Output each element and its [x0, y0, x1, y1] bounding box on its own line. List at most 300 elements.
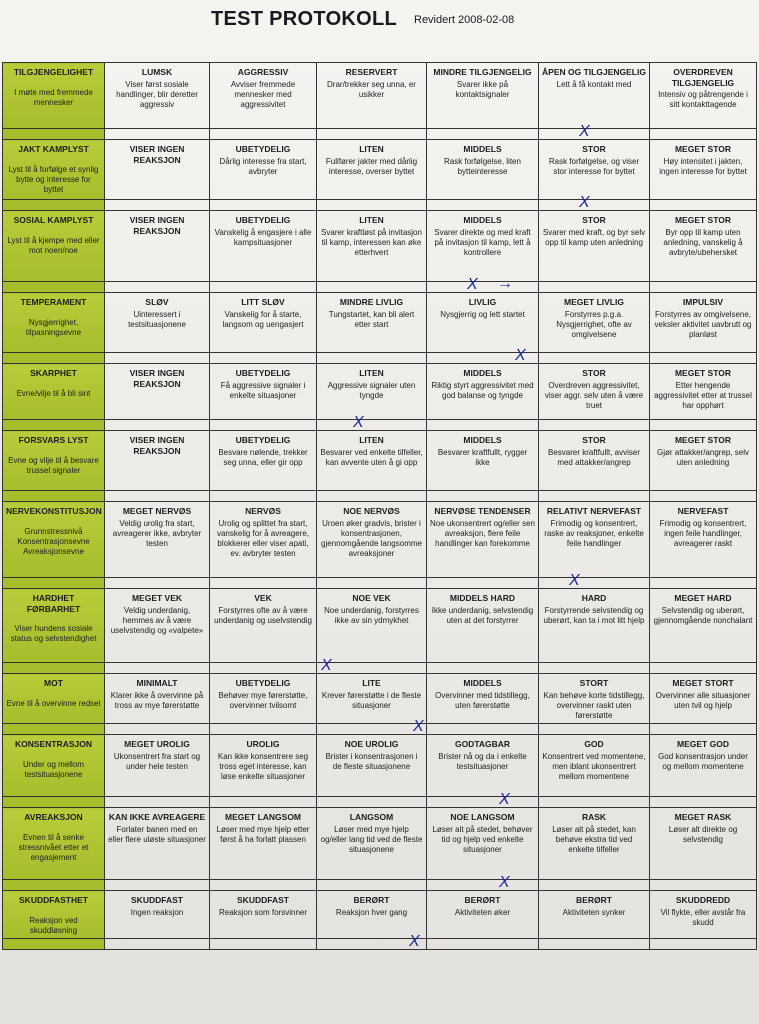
score-x-mark: X: [353, 414, 364, 431]
score-cell[interactable]: [650, 129, 757, 140]
level-cell: [427, 63, 539, 129]
level-description: Brister i konsentrasjonen i de fleste situasjonene: [325, 751, 418, 771]
level-title: MEGET STOR: [674, 215, 732, 225]
score-cell[interactable]: [105, 663, 210, 674]
level-title: NOE VEK: [352, 593, 391, 603]
category-cell-spacer: [3, 353, 105, 364]
score-cell[interactable]: [105, 353, 210, 364]
level-title: MEGET LIVLIG: [564, 297, 624, 307]
level-cell: [317, 502, 427, 578]
score-cell[interactable]: [427, 663, 539, 674]
score-cell[interactable]: [539, 572, 650, 589]
level-cell: [317, 808, 427, 880]
score-cell[interactable]: [650, 282, 757, 293]
level-cell: [105, 735, 210, 797]
level-cell: [650, 502, 757, 578]
score-x-mark: X: [579, 194, 590, 211]
level-cell: [210, 808, 317, 880]
level-title: LITT SLØV: [241, 297, 285, 307]
category-cell: [3, 891, 105, 939]
score-x-mark: X: [413, 718, 424, 735]
level-cell: [427, 140, 539, 200]
category-cell: [3, 63, 105, 129]
score-cell[interactable]: [539, 194, 650, 211]
score-cell[interactable]: [539, 797, 650, 808]
score-cell[interactable]: [539, 491, 650, 502]
level-title: UBETYDELIG: [235, 144, 291, 154]
level-description: Gjør attakker/angrep, selv uten anledning: [656, 447, 750, 467]
level-description: Rask forfølgelse, og viser stor interesse for byttet: [548, 156, 640, 176]
score-row: [3, 880, 757, 891]
level-description: Uroen øker gradvis, brister i konsentrasjonen, gjennomgående langsomme avreaksjoner: [321, 518, 422, 558]
level-description: Frimodig og konsentrert, ingen feile handlinger, avreagerer raskt: [659, 518, 747, 548]
level-cell: [317, 589, 427, 663]
score-row: [3, 663, 757, 674]
score-cell[interactable]: [427, 347, 539, 364]
score-cell[interactable]: [105, 938, 210, 949]
level-title: RESERVERT: [345, 67, 398, 77]
score-cell[interactable]: [210, 200, 317, 211]
level-description: Reaksjon som forsvinner: [218, 907, 308, 917]
level-title: LITE: [362, 678, 381, 688]
score-cell[interactable]: [650, 938, 757, 949]
score-cell[interactable]: [539, 353, 650, 364]
score-cell[interactable]: [210, 938, 317, 949]
score-cell[interactable]: [105, 578, 210, 589]
level-description: Besvarer ved enkelte tilfeller, kan avvente uten å gi opp: [320, 447, 423, 467]
level-cell: [317, 63, 427, 129]
score-cell[interactable]: [317, 657, 427, 674]
category-cell-spacer: [3, 420, 105, 431]
level-cell: [105, 364, 210, 420]
level-title: NERVØS: [245, 506, 281, 516]
level-cell: [539, 589, 650, 663]
score-cell[interactable]: [317, 353, 427, 364]
category-description: Under og mellom testsituasjonene: [23, 759, 84, 779]
score-row: [3, 724, 757, 735]
level-description: Nysgjerrig og lett startet: [440, 309, 525, 319]
level-title: MIDDELS: [463, 678, 502, 688]
category-description: Reaksjon ved skuddløsning: [29, 915, 78, 935]
level-cell: [650, 735, 757, 797]
score-row: [3, 353, 757, 364]
level-title: NOE LANGSOM: [450, 812, 515, 822]
category-cell: [3, 431, 105, 491]
level-title: VEK: [254, 593, 272, 603]
level-title: NERVØSE TENDENSER: [434, 506, 531, 516]
score-row: [3, 938, 757, 949]
level-cell: [210, 293, 317, 353]
category-description: I møte med fremmede mennesker: [14, 87, 93, 107]
level-title: VISER INGEN REAKSJON: [129, 144, 185, 165]
level-cell: [105, 63, 210, 129]
level-description: Aggressive signaler uten tyngde: [327, 380, 416, 400]
level-cell: [427, 808, 539, 880]
level-title: SKUDDREDD: [675, 895, 731, 905]
level-description: Aktiviteten synker: [562, 907, 626, 917]
level-title: MIDDELS: [463, 368, 502, 378]
score-x-mark: X: [409, 932, 420, 950]
score-cell[interactable]: [210, 797, 317, 808]
score-cell[interactable]: [105, 724, 210, 735]
score-cell[interactable]: [650, 578, 757, 589]
category-title: FORSVARS LYST: [18, 435, 89, 445]
level-title: VISER INGEN REAKSJON: [129, 368, 185, 389]
level-title: MINDRE TILGJENGELIG: [433, 67, 532, 77]
protocol-row: [3, 674, 757, 724]
level-title: MIDDELS: [463, 435, 502, 445]
level-description: Etter hengende aggressivitet etter at trussel har opphørt: [654, 380, 752, 410]
level-description: Intensiv og påtrengende i sitt kontakttagende: [658, 90, 748, 110]
level-cell: [650, 891, 757, 939]
level-title: UBETYDELIG: [235, 678, 291, 688]
level-cell: [317, 364, 427, 420]
level-title: RELATIVT NERVEFAST: [546, 506, 642, 516]
level-description: Dårlig interesse fra start, avbryter: [219, 156, 307, 176]
level-title: LIVLIG: [468, 297, 497, 307]
score-cell[interactable]: [539, 938, 650, 949]
category-cell-spacer: [3, 880, 105, 891]
score-cell[interactable]: [317, 414, 427, 431]
level-title: MINIMALT: [136, 678, 178, 688]
level-title: MEGET STOR: [674, 144, 732, 154]
score-cell[interactable]: [210, 663, 317, 674]
category-title: SOSIAL KAMPLYST: [13, 215, 94, 225]
score-cell[interactable]: [210, 724, 317, 735]
level-title: MEGET STOR: [674, 435, 732, 445]
level-description: Forstyrres p.g.a. Nysgjerrighet, ofte av omgivelsene: [556, 309, 632, 339]
level-title: LUMSK: [141, 67, 173, 77]
level-cell: [210, 735, 317, 797]
score-cell[interactable]: [317, 932, 427, 950]
level-description: Svarer kraftløst på invitasjon til kamp, interessen kan øke etterhvert: [321, 227, 422, 257]
score-cell[interactable]: [105, 129, 210, 140]
score-cell[interactable]: [105, 797, 210, 808]
level-cell: [105, 211, 210, 282]
category-cell: [3, 502, 105, 578]
level-title: MEGET GOD: [677, 739, 729, 749]
level-cell: [427, 891, 539, 939]
category-title: JAKT KAMPLYST: [18, 144, 89, 154]
score-cell[interactable]: [427, 200, 539, 211]
category-description: Nysgjerrighet, tilpasningsevne: [25, 317, 82, 337]
score-cell[interactable]: [210, 880, 317, 891]
level-title: MEGET NERVØS: [122, 506, 192, 516]
score-cell[interactable]: [427, 129, 539, 140]
score-cell[interactable]: [105, 200, 210, 211]
level-title: MEGET STOR: [674, 368, 732, 378]
level-cell: [210, 364, 317, 420]
category-cell: [3, 589, 105, 663]
score-cell[interactable]: [650, 797, 757, 808]
score-cell[interactable]: [650, 880, 757, 891]
category-cell-spacer: [3, 200, 105, 211]
level-title: NERVEFAST: [677, 506, 729, 516]
score-cell[interactable]: [427, 724, 539, 735]
category-cell: [3, 293, 105, 353]
score-cell[interactable]: [539, 880, 650, 891]
score-row: [3, 200, 757, 211]
level-cell: [539, 211, 650, 282]
level-description: Klarer ikke å overvinne på tross av mye førerstøtte: [110, 690, 204, 710]
level-description: Løser med mye hjelp etter først å ha forlatt plassen: [216, 824, 310, 844]
score-cell[interactable]: [210, 420, 317, 431]
score-cell[interactable]: [427, 491, 539, 502]
score-cell[interactable]: [105, 420, 210, 431]
score-cell[interactable]: [105, 282, 210, 293]
level-cell: [317, 735, 427, 797]
level-title: RASK: [581, 812, 607, 822]
level-cell: [539, 808, 650, 880]
protocol-table: [2, 62, 757, 950]
level-description: Ikke underdanig, selvstendig uten at det forstyrrer: [431, 605, 534, 625]
score-cell[interactable]: [650, 200, 757, 211]
level-description: Konsentrert ved momentene, men iblant ukonsentrert mellom momentene: [542, 751, 646, 781]
score-cell[interactable]: [539, 123, 650, 140]
category-description: Lyst til å kjempe med eller mot noen/noe: [7, 235, 100, 255]
level-cell: [650, 674, 757, 724]
score-x-mark: X: [499, 874, 510, 891]
level-description: Lett å få kontakt med: [556, 79, 632, 89]
level-title: NOE NERVØS: [343, 506, 400, 516]
level-description: Få aggressive signaler i enkelte situasjoner: [220, 380, 306, 400]
level-description: Rask forfølgelse, liten bytteinteresse: [444, 156, 521, 176]
level-description: Brister nå og da i enkelte testsituasjoner: [438, 751, 527, 771]
level-title: MEGET HARD: [674, 593, 732, 603]
level-description: Kan behøve korte tidstillegg, overvinner raskt uten førerstøtte: [543, 690, 645, 720]
score-cell[interactable]: [539, 724, 650, 735]
score-cell[interactable]: [105, 491, 210, 502]
level-title: UBETYDELIG: [235, 435, 291, 445]
level-title: GODTAGBAR: [454, 739, 511, 749]
level-cell: [105, 293, 210, 353]
level-description: Løser alt på stedet, kan behøve ekstra tid ved enkelte tilfeller: [552, 824, 636, 854]
protocol-row: [3, 891, 757, 939]
score-cell[interactable]: [317, 578, 427, 589]
level-title: SKUDDFAST: [131, 895, 183, 905]
score-row: [3, 282, 757, 293]
protocol-row: [3, 364, 757, 420]
level-cell: [539, 364, 650, 420]
level-description: Vanskelig å engasjere i alle kampsituasjoner: [214, 227, 312, 247]
score-cell[interactable]: [427, 874, 539, 891]
category-cell: [3, 211, 105, 282]
category-title: SKARPHET: [30, 368, 77, 378]
score-cell[interactable]: [210, 578, 317, 589]
score-cell[interactable]: [317, 491, 427, 502]
category-title: SKUDDFASTHET: [19, 895, 88, 905]
level-title: SLØV: [145, 297, 169, 307]
score-cell[interactable]: [539, 420, 650, 431]
category-description: Evne/vilje til å bli sint: [16, 388, 91, 398]
score-cell[interactable]: [427, 791, 539, 808]
score-row: [3, 420, 757, 431]
level-cell: [105, 502, 210, 578]
level-title: ÅPEN OG TILGJENGELIG: [542, 67, 646, 77]
level-description: Besvare nølende, trekker seg unna, eller gir opp: [218, 447, 308, 467]
level-description: Reaksjon hver gang: [335, 907, 408, 917]
level-description: Overdreven aggressivitet, viser aggr. selv uten å være truet: [544, 380, 644, 410]
category-cell: [3, 364, 105, 420]
level-description: Behøver mye førerstøtte, overvinner tvilsomt: [218, 690, 308, 710]
level-description: Viser først sosiale handlinger, blir deretter aggressiv: [116, 79, 198, 109]
level-cell: [539, 674, 650, 724]
level-description: Drar/trekker seg unna, er usikker: [327, 79, 416, 99]
score-cell[interactable]: [650, 663, 757, 674]
level-title: MEGET RASK: [674, 812, 732, 822]
level-title: STOR: [582, 368, 606, 378]
score-cell[interactable]: [317, 200, 427, 211]
level-description: Riktig styrt aggressivitet med god balanse og tyngde: [431, 380, 534, 400]
level-cell: [650, 431, 757, 491]
level-cell: [539, 891, 650, 939]
level-description: Løser alt på stedet, behøver tid og hjelp ved enkelte situasjoner: [432, 824, 533, 854]
level-cell: [210, 211, 317, 282]
level-title: MEGET VEK: [131, 593, 183, 603]
protocol-row: [3, 735, 757, 797]
level-cell: [539, 63, 650, 129]
category-description: Grunnstressnivå Konsentrasjonsevne Avreaksjonsevne: [17, 526, 90, 556]
level-title: STOR: [582, 215, 606, 225]
score-cell[interactable]: [105, 880, 210, 891]
score-cell[interactable]: [427, 420, 539, 431]
revision-date: Revidert 2008-02-08: [414, 14, 515, 26]
level-cell: [210, 140, 317, 200]
level-title: BERØRT: [464, 895, 501, 905]
level-description: Svarer med kraft, og byr selv opp til kamp uten anledning: [542, 227, 646, 247]
score-cell[interactable]: [317, 797, 427, 808]
level-cell: [539, 735, 650, 797]
score-x-mark: X: [467, 276, 478, 293]
score-cell[interactable]: [650, 420, 757, 431]
score-cell[interactable]: [210, 129, 317, 140]
score-cell[interactable]: [317, 880, 427, 891]
score-row: [3, 578, 757, 589]
category-description: Evne og vilje til å besvare trussel signaler: [8, 455, 99, 475]
level-title: MIDDELS: [463, 215, 502, 225]
level-title: IMPULSIV: [682, 297, 724, 307]
level-cell: [650, 808, 757, 880]
score-cell[interactable]: [539, 282, 650, 293]
level-description: Ukonsentrert fra start og under hele testen: [113, 751, 201, 771]
category-cell-spacer: [3, 938, 105, 949]
category-cell-spacer: [3, 578, 105, 589]
level-title: GOD: [584, 739, 604, 749]
level-description: Vil flykte, eller avstår fra skudd: [660, 907, 746, 927]
protocol-row: [3, 293, 757, 353]
level-description: Avviser fremmede mennesker med aggressivitet: [230, 79, 296, 109]
level-title: LANGSOM: [349, 812, 394, 822]
score-row: [3, 129, 757, 140]
score-cell[interactable]: [650, 353, 757, 364]
protocol-row: [3, 63, 757, 129]
level-cell: [105, 431, 210, 491]
level-description: Forstyrrende selvstendig og uberørt, kan ta i mot litt hjelp: [543, 605, 645, 625]
level-description: Aktiviteten øker: [454, 907, 511, 917]
score-cell[interactable]: [317, 129, 427, 140]
level-cell: [317, 211, 427, 282]
level-description: Noe ukonsentrert og/eller sen avreaksjon, flere feile handlinger kan forekomme: [430, 518, 535, 548]
level-description: Tungstartet, kan bli alert etter start: [328, 309, 415, 329]
level-title: BERØRT: [353, 895, 390, 905]
level-title: STORT: [579, 678, 609, 688]
category-title: AVREAKSJON: [24, 812, 83, 822]
score-x-mark: X: [321, 657, 332, 674]
level-cell: [105, 674, 210, 724]
level-cell: [650, 140, 757, 200]
level-cell: [317, 431, 427, 491]
score-cell[interactable]: [650, 491, 757, 502]
level-cell: [317, 891, 427, 939]
level-title: MIDDELS HARD: [449, 593, 516, 603]
score-cell[interactable]: [317, 718, 427, 735]
score-cell[interactable]: [427, 938, 539, 949]
level-cell: [427, 589, 539, 663]
level-cell: [539, 293, 650, 353]
level-cell: [427, 735, 539, 797]
level-cell: [105, 140, 210, 200]
score-arrow-mark: →: [497, 275, 513, 292]
level-description: Forlater banen med en eller flere uløste situasjoner: [108, 824, 206, 844]
category-title: MOT: [44, 678, 63, 688]
level-description: Svarer direkte og med kraft på invitasjon til kamp, lett å kontrollere: [434, 227, 531, 257]
level-cell: [539, 140, 650, 200]
level-title: SKUDDFAST: [237, 895, 289, 905]
score-cell[interactable]: [427, 578, 539, 589]
score-x-mark: X: [515, 347, 526, 364]
level-description: Urolig og splittet fra start, vanskelig for å avreagere, blokkerer eller viser apati, ev. avbryter testen: [216, 518, 310, 558]
score-row: [3, 491, 757, 502]
category-title: KONSENTRASJON: [15, 739, 92, 749]
score-cell[interactable]: [210, 491, 317, 502]
level-title: MEGET LANGSOM: [224, 812, 302, 822]
level-description: Svarer ikke på kontaktsignaler: [455, 79, 510, 99]
score-cell[interactable]: [427, 275, 539, 293]
score-cell[interactable]: [210, 282, 317, 293]
score-cell[interactable]: [317, 282, 427, 293]
level-description: Frimodig og konsentrert, raske av reaksjoner, enkelte feile handlinger: [544, 518, 644, 548]
level-title: VISER INGEN REAKSJON: [129, 435, 185, 456]
level-cell: [210, 502, 317, 578]
score-cell[interactable]: [210, 353, 317, 364]
level-description: Løser alt direkte og selvstendig: [668, 824, 738, 844]
level-cell: [105, 589, 210, 663]
score-cell[interactable]: [539, 663, 650, 674]
level-cell: [427, 364, 539, 420]
level-cell: [210, 674, 317, 724]
level-description: Ingen reaksjon: [130, 907, 184, 917]
score-x-mark: X: [579, 123, 590, 140]
level-cell: [210, 891, 317, 939]
level-description: Forstyrres av omgivelsene, veksler aktivitet uavbrutt og planløst: [654, 309, 752, 339]
level-title: UROLIG: [246, 739, 280, 749]
level-description: Høy intensitet i jakten, ingen interesse for byttet: [659, 156, 747, 176]
level-description: Løser med mye hjelp og/eller lang tid ved de fleste situasjonene: [320, 824, 423, 854]
protocol-row: [3, 140, 757, 200]
category-cell-spacer: [3, 663, 105, 674]
category-cell: [3, 674, 105, 724]
level-title: AGGRESSIV: [237, 67, 289, 77]
protocol-row: [3, 589, 757, 663]
score-cell[interactable]: [650, 724, 757, 735]
level-description: Besvarer kraftfullt, rygger ikke: [437, 447, 528, 467]
level-description: Byr opp til kamp uten anledning, vanskelig å avbryte/ubehersket: [663, 227, 743, 257]
level-title: VISER INGEN REAKSJON: [129, 215, 185, 236]
level-cell: [427, 502, 539, 578]
level-cell: [539, 502, 650, 578]
level-title: STOR: [582, 144, 606, 154]
level-cell: [105, 808, 210, 880]
